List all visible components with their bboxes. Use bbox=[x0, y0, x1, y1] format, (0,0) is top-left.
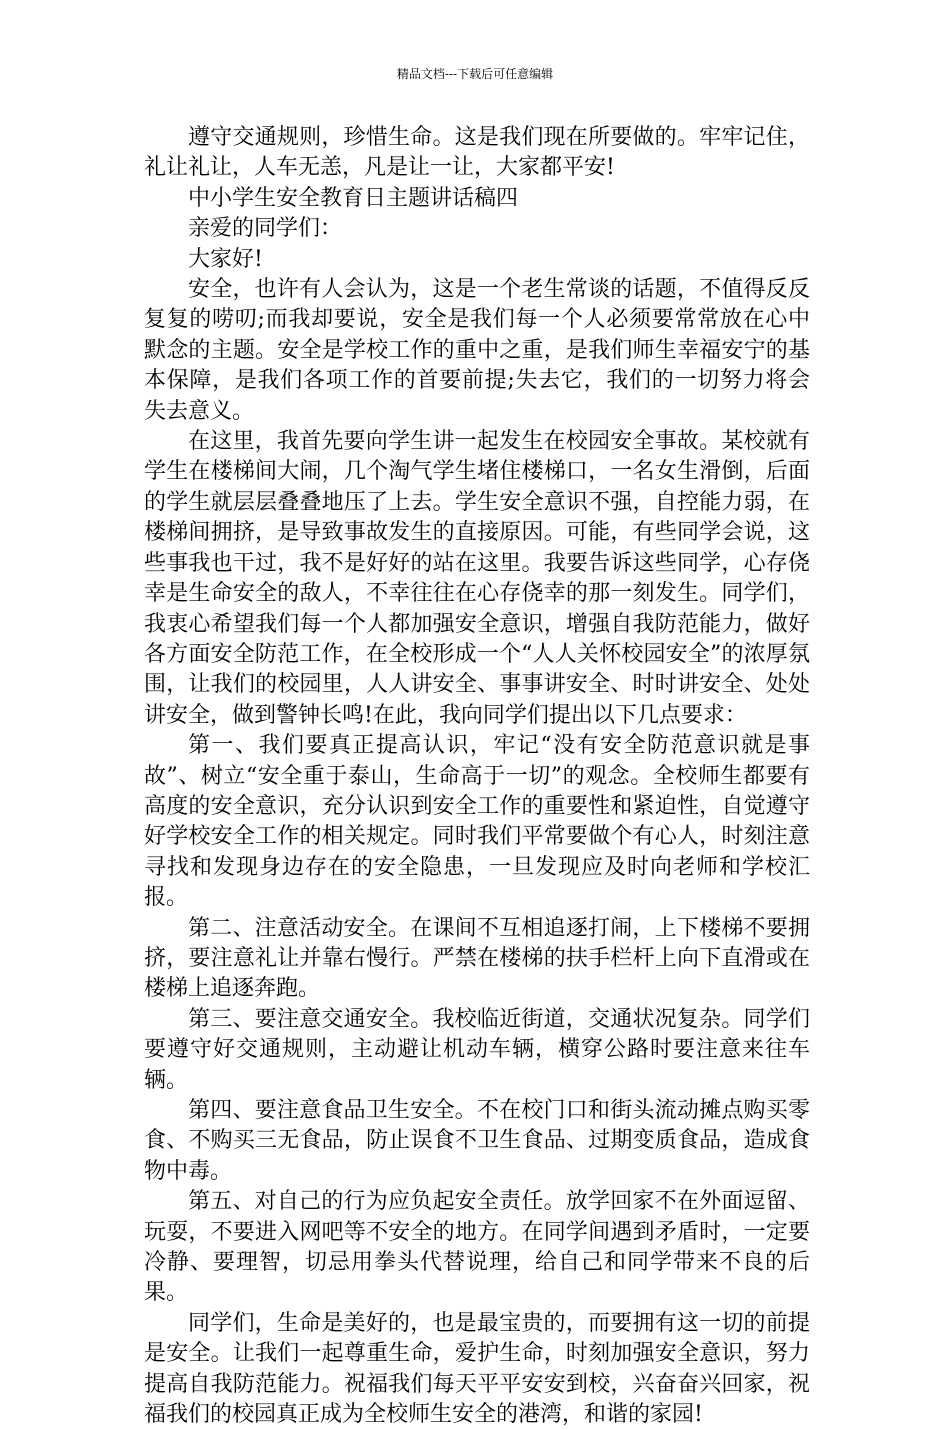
page-header: 精品文档---下载后可任意编辑 bbox=[396, 67, 554, 81]
paragraph-point-4: 第四、要注意食品卫生安全。不在校门口和街头流动摊点购买零食、不购买三无食品，防止误食不卫生食品、过期变质食品，造成食物中毒。 bbox=[144, 1098, 810, 1184]
paragraph-point-3: 第三、要注意交通安全。我校临近街道，交通状况复杂。同学们要遵守好交通规则，主动避让机动车辆，横穿公路时要注意来往车辆。 bbox=[144, 1006, 810, 1093]
greeting: 大家好! bbox=[188, 246, 263, 272]
paragraph-closing: 同学们，生命是美好的，也是最宝贵的，而要拥有这一切的前提是安全。让我们一起尊重生命，爱护生命，时刻加强安全意识，努力提高自我防范能力。祝福我们每天平平安安到校，兴奋奋兴回家，祝福我们的校园真正成为全校师生安全的港湾，和谐的家园! bbox=[144, 1310, 810, 1428]
paragraph-intro: 安全，也许有人会认为，这是一个老生常谈的话题，不值得反反复复的唠叨;而我却要说，安全是我们每一个人必须要常常放在心中默念的主题。安全是学校工作的重中之重，是我们师生幸福安宁的基本保障，是我们各项工作的首要前提;失去它，我们的一切努力将会失去意义。 bbox=[144, 277, 810, 424]
paragraph-point-5: 第五、对自己的行为应负起安全责任。放学回家不在外面逗留、玩耍，不要进入网吧等不安全的地方。在同学间遇到矛盾时，一定要冷静、要理智，切忌用拳头代替说理，给自己和同学带来不良的后果。 bbox=[144, 1189, 810, 1306]
paragraph-incident: 在这里，我首先要向学生讲一起发生在校园安全事故。某校就有学生在楼梯间大闹，几个淘气学生堵住楼梯口，一名女生滑倒，后面的学生就层层叠叠地压了上去。学生安全意识不强，自控能力弱，在楼梯间拥挤，是导致事故发生的直接原因。可能，有些同学会说，这些事我也干过，我不是好好的站在这里。我要告诉这些同学，心存侥幸是生命安全的敌人，不幸往往在心存侥幸的那一刻发生。同学们，我衷心希望我们每一个人都加强安全意识，增强自我防范能力，做好各方面安全防范工作，在全校形成一个“人人关怀校园安全”的浓厚氛围，让我们的校园里，人人讲安全、事事讲安全、时时讲安全、处处讲安全，做到警钟长鸣!在此，我向同学们提出以下几点要求： bbox=[144, 429, 810, 728]
paragraph-point-2: 第二、注意活动安全。在课间不互相追逐打闹，上下楼梯不要拥挤，要注意礼让并靠右慢行。严禁在楼梯的扶手栏杆上向下直滑或在楼梯上追逐奔跑。 bbox=[144, 915, 810, 1002]
paragraph-point-1: 第一、我们要真正提高认识，牢记“没有安全防范意识就是事故”、树立“安全重于泰山，生命高于一切”的观念。全校师生都要有高度的安全意识，充分认识到安全工作的重要性和紧迫性，自觉遵守好学校安全工作的相关规定。同时我们平常要做个有心人，时刻注意寻找和发现身边存在的安全隐患，一旦发现应及时向老师和学校汇报。 bbox=[144, 733, 810, 911]
speech-title: 中小学生安全教育日主题讲话稿四 bbox=[188, 185, 519, 211]
salutation: 亲爱的同学们： bbox=[188, 216, 343, 242]
paragraph-traffic-rules: 遵守交通规则，珍惜生命。这是我们现在所要做的。牢牢记住，礼让礼让，人车无恙，凡是让一让，大家都平安! bbox=[144, 125, 810, 181]
document-body bbox=[144, 123, 810, 1430]
